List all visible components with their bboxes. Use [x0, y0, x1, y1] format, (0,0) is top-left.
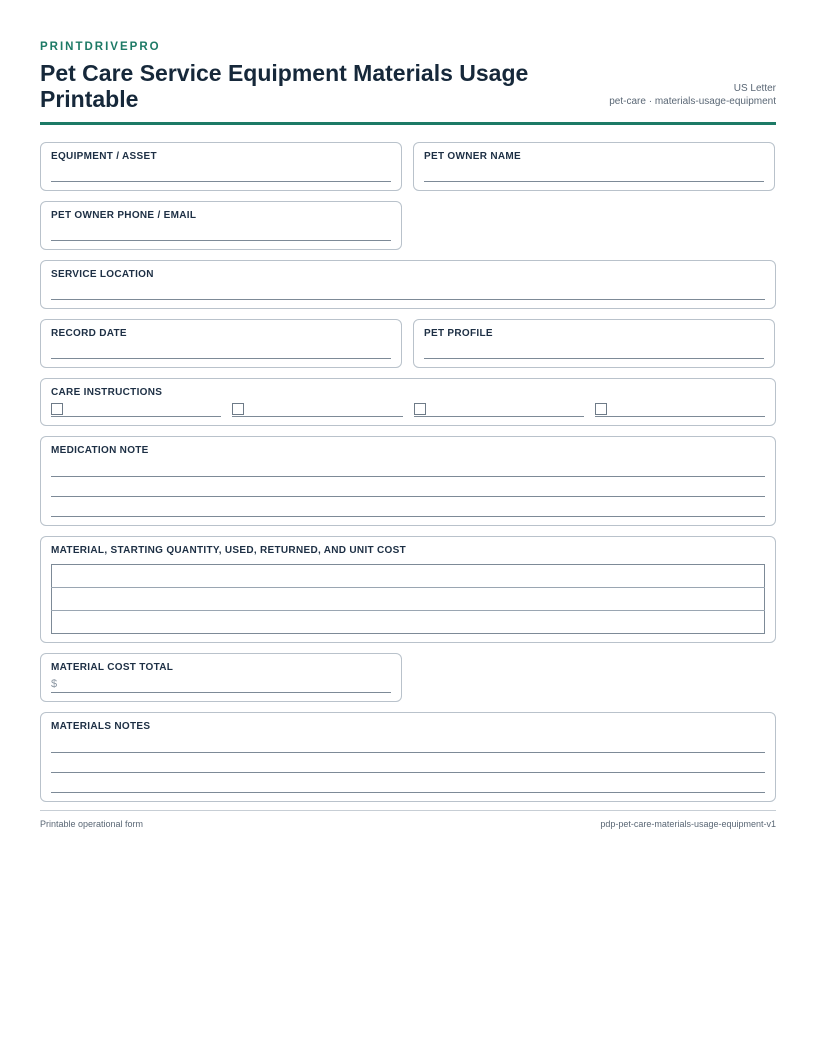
form-header [40, 60, 776, 125]
medication-note-line[interactable] [51, 457, 765, 477]
pet-owner-contact-field [40, 201, 402, 250]
page-title: Pet Care Service Equipment Materials Usage Printable [40, 60, 529, 112]
footer-left: Printable operational form [40, 819, 144, 829]
material-cost-total-input[interactable] [51, 676, 391, 693]
medication-note-line[interactable] [51, 477, 765, 497]
care-check-item [595, 402, 765, 417]
form-page [40, 40, 776, 812]
care-check-item [51, 402, 221, 417]
form-fields [40, 142, 776, 802]
care-check-item [414, 402, 584, 417]
equipment-asset-input[interactable] [51, 167, 391, 182]
field-label: EQUIPMENT / ASSET [51, 151, 157, 162]
care-instructions-field [40, 378, 776, 426]
pet-owner-contact-input[interactable] [51, 226, 391, 241]
brand-name: PRINTDRIVEPRO [40, 41, 161, 53]
footer-form-id: pdp-pet-care-materials-usage-equipment-v1 [600, 819, 776, 829]
service-location-field [40, 260, 776, 309]
service-location-input[interactable] [51, 285, 765, 300]
record-date-input[interactable] [51, 344, 391, 359]
table-row [52, 588, 765, 611]
medication-note-field [40, 436, 776, 526]
field-label: PET PROFILE [424, 328, 493, 339]
field-label: PET OWNER NAME [424, 151, 521, 162]
field-label: MATERIALS NOTES [51, 721, 151, 732]
table-row [52, 565, 765, 588]
pet-profile-field [413, 319, 775, 368]
medication-note-line[interactable] [51, 497, 765, 517]
table-cell[interactable] [52, 565, 765, 588]
currency-symbol: $ [51, 678, 58, 690]
field-label: RECORD DATE [51, 328, 127, 339]
field-label: PET OWNER PHONE / EMAIL [51, 210, 197, 221]
material-cost-total-field [40, 653, 402, 702]
record-date-field [40, 319, 402, 368]
field-label: MEDICATION NOTE [51, 445, 149, 456]
equipment-asset-field [40, 142, 402, 191]
paper-size: US Letter [733, 83, 776, 94]
field-label: SERVICE LOCATION [51, 269, 154, 280]
page-footer [40, 810, 776, 829]
care-checklist [51, 402, 765, 417]
materials-notes-field [40, 712, 776, 802]
table-row [52, 611, 765, 634]
field-label: MATERIAL COST TOTAL [51, 662, 174, 673]
pet-profile-input[interactable] [424, 344, 764, 359]
checkbox[interactable] [595, 403, 607, 415]
materials-note-line[interactable] [51, 753, 765, 773]
pet-owner-name-field [413, 142, 775, 191]
checkbox[interactable] [51, 403, 63, 415]
materials-note-line[interactable] [51, 733, 765, 753]
table-cell[interactable] [52, 588, 765, 611]
form-meta [609, 82, 776, 112]
pet-owner-name-input[interactable] [424, 167, 764, 182]
materials-note-line[interactable] [51, 773, 765, 793]
materials-table-field [40, 536, 776, 643]
checkbox[interactable] [232, 403, 244, 415]
checkbox[interactable] [414, 403, 426, 415]
materials-table [51, 564, 765, 634]
field-label: CARE INSTRUCTIONS [51, 387, 163, 398]
care-check-item [232, 402, 402, 417]
form-category: pet-care · materials-usage-equipment [609, 96, 776, 107]
field-label: MATERIAL, STARTING QUANTITY, USED, RETURNED, AND UNIT COST [51, 545, 406, 556]
table-cell[interactable] [52, 611, 765, 634]
